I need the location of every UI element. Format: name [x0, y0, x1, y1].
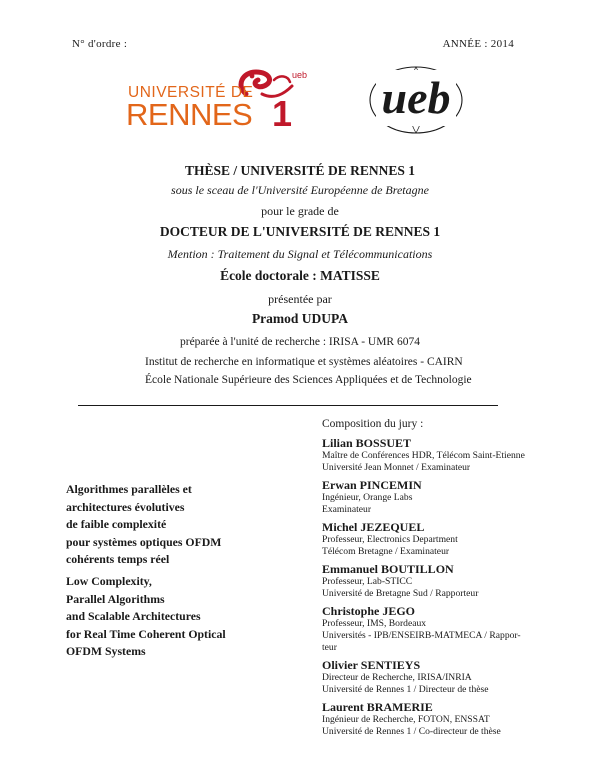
jury-list — [322, 436, 582, 742]
jury-member — [322, 436, 582, 474]
jury-member-detail: Université de Rennes 1 / Directeur de thèse — [322, 684, 489, 695]
jury-member-detail: Professeur, IMS, Bordeaux — [322, 618, 427, 629]
school-line: École Nationale Supérieure des Sciences Appliquées et de Technologie — [145, 374, 472, 386]
french-title-line: architectures évolutives — [66, 499, 185, 514]
research-unit: préparée à l'unité de recherche : IRISA - UMR 6074 — [180, 336, 420, 348]
english-title-line: Low Complexity, — [66, 574, 152, 588]
rennes-logo-line1: UNIVERSITÉ DE — [128, 84, 254, 101]
mention-line: Mention : Traitement du Signal et Télécommunications — [167, 247, 433, 261]
universite-rennes-logo — [124, 64, 314, 134]
year-label: ANNÉE : 2014 — [442, 38, 514, 50]
grade-intro: pour le grade de — [261, 204, 339, 218]
author-name: Pramod UDUPA — [251, 311, 349, 326]
thesis-heading: THÈSE / UNIVERSITÉ DE RENNES 1 — [185, 163, 415, 178]
rennes-logo-digit: 1 — [272, 93, 293, 134]
jury-member-detail: Université de Rennes 1 / Co-directeur de thèse — [322, 726, 501, 737]
jury-member-detail: Professeur, Electronics Department — [322, 534, 458, 545]
jury-member-detail: Professeur, Lab-STICC — [322, 576, 413, 587]
english-title-line: OFDM Systems — [66, 644, 146, 658]
jury-member-detail: Université Jean Monnet / Examinateur — [322, 462, 471, 473]
ueb-logo — [368, 64, 464, 136]
english-title — [66, 573, 306, 661]
institute-line: Institut de recherche en informatique et systèmes aléatoires - CAIRN — [145, 356, 463, 368]
rennes-logo-line2: RENNES — [126, 97, 253, 132]
jury-member-name: Christophe JEGO — [322, 604, 416, 618]
french-title — [66, 481, 306, 569]
jury-member-name: Erwan PINCEMIN — [322, 478, 422, 492]
rennes-logo-badge: ueb — [292, 70, 308, 80]
jury-member-detail: Examinateur — [322, 504, 372, 515]
presented-by-label: présentée par — [268, 292, 332, 306]
french-title-line: pour systèmes optiques OFDM — [66, 534, 222, 549]
jury-member — [322, 478, 582, 516]
jury-member-name: Emmanuel BOUTILLON — [322, 562, 454, 576]
jury-member-detail: teur — [322, 642, 337, 653]
jury-member — [322, 658, 582, 696]
jury-member-name: Olivier SENTIEYS — [322, 658, 421, 672]
jury-heading: Composition du jury : — [322, 418, 424, 430]
doctoral-school: École doctorale : MATISSE — [220, 268, 380, 283]
french-title-line: de faible complexité — [66, 517, 167, 531]
thesis-seal-line: sous le sceau de l'Université Européenne de Bretagne — [171, 183, 429, 197]
french-title-line: cohérents temps réel — [66, 552, 170, 566]
jury-member-detail: Ingénieur de Recherche, FOTON, ENSSAT — [322, 714, 490, 725]
order-number-label: N° d'ordre : — [72, 38, 128, 50]
jury-member-detail: Universités - IPB/ENSEIRB-MATMECA / Rappor- — [322, 630, 521, 641]
jury-member-detail: Télécom Bretagne / Examinateur — [322, 546, 450, 557]
jury-member-detail: Maître de Conférences HDR, Télécom Saint-Etienne — [322, 450, 525, 461]
divider — [78, 405, 498, 406]
jury-member-detail: Ingénieur, Orange Labs — [322, 492, 413, 503]
english-title-line: Parallel Algorithms — [66, 591, 165, 606]
jury-member-name: Lilian BOSSUET — [322, 436, 412, 450]
jury-member-name: Laurent BRAMERIE — [322, 700, 433, 714]
jury-member-name: Michel JEZEQUEL — [322, 520, 425, 534]
english-title-line: for Real Time Coherent Optical — [66, 626, 226, 641]
jury-member-detail: Directeur de Recherche, IRISA/INRIA — [322, 672, 472, 683]
jury-member — [322, 562, 582, 600]
jury-member — [322, 604, 582, 654]
ueb-logo-text: ueb — [376, 70, 456, 126]
jury-member — [322, 700, 582, 738]
french-title-line: Algorithmes parallèles et — [66, 482, 192, 496]
doctorate-title: DOCTEUR DE L'UNIVERSITÉ DE RENNES 1 — [159, 224, 441, 239]
jury-member — [322, 520, 582, 558]
english-title-line: and Scalable Architectures — [66, 609, 201, 623]
jury-member-detail: Université de Bretagne Sud / Rapporteur — [322, 588, 479, 599]
